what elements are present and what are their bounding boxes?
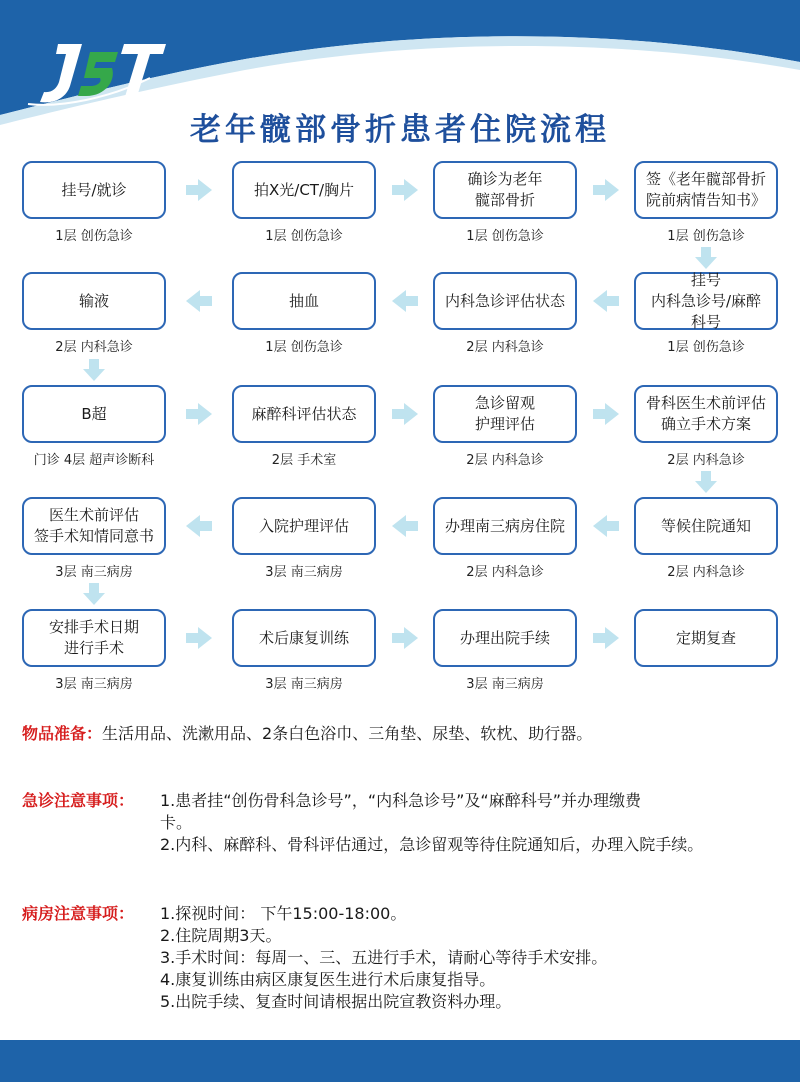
ward-note-item: 4.康复训练由病区康复医生进行术后康复指导。 xyxy=(160,970,496,989)
flow-step-location: 2层 内科急诊 xyxy=(466,453,544,468)
flow-arrow-down xyxy=(695,471,717,493)
flow-step-box: 内科急诊评估状态 xyxy=(433,272,577,330)
flow-step-location: 3层 南三病房 xyxy=(265,677,343,692)
flow-arrow-right xyxy=(392,403,418,425)
flow-step-location: 1层 创伤急诊 xyxy=(667,340,745,355)
flow-arrow-down xyxy=(83,583,105,605)
flow-arrow-down xyxy=(695,247,717,269)
ward-notes-label: 病房注意事项： xyxy=(22,904,135,923)
flow-arrow-right xyxy=(186,179,212,201)
emergency-note-item: 2.内科、麻醉科、骨科评估通过，急诊留观等待住院通知后，办理入院手续。 xyxy=(160,835,704,854)
flow-arrow-right xyxy=(392,179,418,201)
flow-step-location: 1层 创伤急诊 xyxy=(55,229,133,244)
flow-step-location: 1层 创伤急诊 xyxy=(466,229,544,244)
flow-arrow-right xyxy=(186,403,212,425)
flow-arrow-right xyxy=(392,627,418,649)
flow-step-box: 入院护理评估 xyxy=(232,497,376,555)
flow-step-box: 医生术前评估 签手术知情同意书 xyxy=(22,497,166,555)
ward-note-item: 5.出院手续、复查时间请根据出院宣教资料办理。 xyxy=(160,992,512,1011)
emergency-notes-label: 急诊注意事项： xyxy=(22,791,135,810)
flow-arrow-right xyxy=(593,627,619,649)
flow-step-location: 1层 创伤急诊 xyxy=(667,229,745,244)
flow-step-location: 3层 南三病房 xyxy=(55,565,133,580)
flow-step-box: 确诊为老年 髋部骨折 xyxy=(433,161,577,219)
flow-step-location: 3层 南三病房 xyxy=(466,677,544,692)
flow-step-box: 急诊留观 护理评估 xyxy=(433,385,577,443)
flow-step-box: 抽血 xyxy=(232,272,376,330)
flow-step-location: 3层 南三病房 xyxy=(265,565,343,580)
flow-step-location: 2层 内科急诊 xyxy=(667,565,745,580)
flow-step-box: 骨科医生术前评估 确立手术方案 xyxy=(634,385,778,443)
flow-step-box: 安排手术日期 进行手术 xyxy=(22,609,166,667)
supplies-text: 生活用品、洗漱用品、2条白色浴巾、三角垫、尿垫、软枕、助行器。 xyxy=(102,724,593,743)
flow-step-location: 2层 内科急诊 xyxy=(55,340,133,355)
emergency-note-item: 1.患者挂“创伤骨科急诊号”，“内科急诊号”及“麻醉科号”并办理缴费 xyxy=(160,791,642,810)
flow-arrow-left xyxy=(392,290,418,312)
flow-step-box: 办理出院手续 xyxy=(433,609,577,667)
flow-step-location: 1层 创伤急诊 xyxy=(265,229,343,244)
flow-arrow-down xyxy=(83,359,105,381)
flow-arrow-left xyxy=(186,515,212,537)
flow-arrow-left xyxy=(593,290,619,312)
flow-step-location: 2层 内科急诊 xyxy=(667,453,745,468)
flow-step-box: 术后康复训练 xyxy=(232,609,376,667)
flow-step-box: 麻醉科评估状态 xyxy=(232,385,376,443)
flow-arrow-right xyxy=(186,627,212,649)
flow-step-box: 挂号/就诊 xyxy=(22,161,166,219)
page-title: 老年髋部骨折患者住院流程 xyxy=(190,112,610,148)
flow-step-location: 门诊 4层 超声诊断科 xyxy=(33,453,155,468)
flow-step-box: 定期复查 xyxy=(634,609,778,667)
emergency-notes-label-row xyxy=(22,790,134,812)
flow-step-box: 等候住院通知 xyxy=(634,497,778,555)
flow-step-location: 1层 创伤急诊 xyxy=(265,340,343,355)
ward-note-item: 1.探视时间： 下午15:00-18:00。 xyxy=(160,904,407,923)
supplies-section xyxy=(22,723,592,745)
flow-step-box: 挂号 内科急诊号/麻醉 科号 xyxy=(634,272,778,330)
flow-step-box: B超 xyxy=(22,385,166,443)
flow-arrow-right xyxy=(593,403,619,425)
flow-arrow-left xyxy=(186,290,212,312)
supplies-label: 物品准备： xyxy=(22,724,103,743)
flow-step-location: 3层 南三病房 xyxy=(55,677,133,692)
flow-arrow-left xyxy=(392,515,418,537)
flow-step-box: 拍X光/CT/胸片 xyxy=(232,161,376,219)
flow-step-box: 签《老年髋部骨折 院前病情告知书》 xyxy=(634,161,778,219)
flow-step-location: 2层 手术室 xyxy=(271,453,337,468)
jst-logo xyxy=(20,38,170,108)
footer-bar xyxy=(0,1040,800,1082)
flow-step-location: 2层 内科急诊 xyxy=(466,340,544,355)
emergency-note-item: 卡。 xyxy=(160,813,193,832)
flow-step-location: 2层 内科急诊 xyxy=(466,565,544,580)
ward-note-item: 3.手术时间：每周一、三、五进行手术，请耐心等待手术安排。 xyxy=(160,948,608,967)
flow-step-box: 办理南三病房住院 xyxy=(433,497,577,555)
ward-note-item: 2.住院周期3天。 xyxy=(160,926,282,945)
flow-step-box: 输液 xyxy=(22,272,166,330)
flow-arrow-right xyxy=(593,179,619,201)
flow-arrow-left xyxy=(593,515,619,537)
ward-notes-label-row xyxy=(22,903,134,925)
